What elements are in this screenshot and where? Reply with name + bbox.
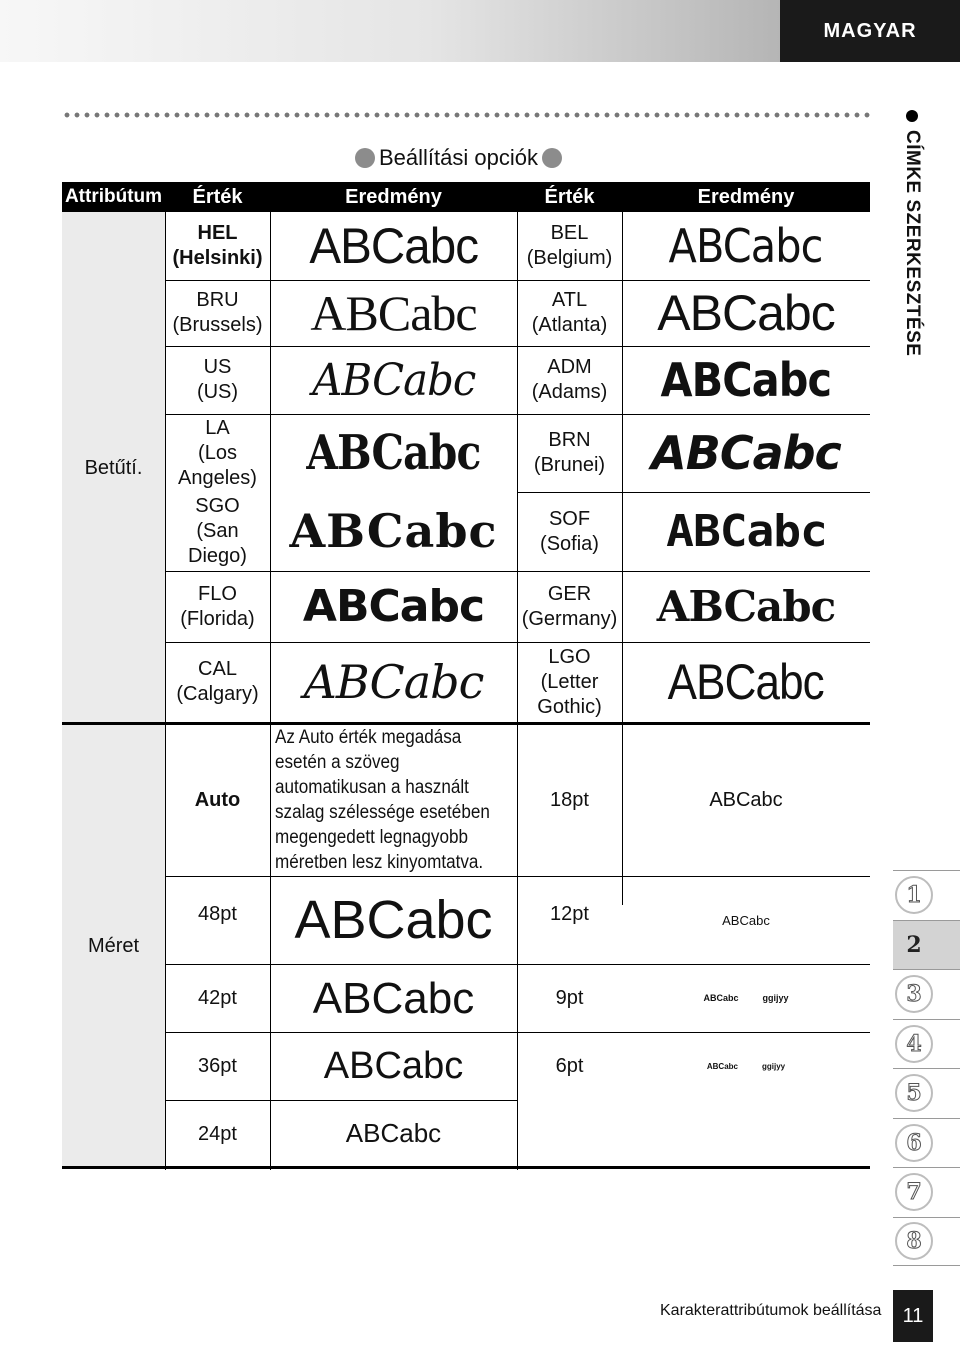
attribute-font-label: Betűtí. [84,456,143,479]
header-result-right: Eredmény [622,182,870,212]
chapter-number: 4 [895,1025,933,1063]
attribute-font [62,212,165,724]
size-value-9pt: 9pt [555,987,584,1009]
bullet-icon [542,148,562,168]
chapter-number: 2 [906,931,922,958]
chapter-number: 8 [895,1222,933,1260]
header-result-left: Eredmény [270,182,517,212]
font-value-adm: ADM (Adams) [531,356,608,403]
font-sample-lgo: ABCabc [667,653,825,710]
size-value-24pt: 24pt [198,1123,237,1145]
chapter-tab-1[interactable] [893,870,960,920]
chapter-number: 5 [895,1074,933,1112]
size-value-18pt: 18pt [550,788,589,811]
font-value-brn: BRN (Brunei) [533,429,606,476]
font-value-bru: BRU (Brussels) [172,289,263,336]
font-sample-sgo: ABCabc [289,504,498,558]
size-sample-9pt: ABCabc ggijyy [703,992,789,1003]
bullet-icon [355,148,375,168]
size-sample-12pt: ABCabc [722,912,770,928]
size-sample-42pt: ABCabc [312,973,475,1023]
font-value-atl: ATL (Atlanta) [531,289,608,336]
auto-note: Az Auto érték megadása esetén a szöveg automatikusan a használt szalag szélessége esetében megengedett legnagyobb méretben lesz kinyomtatva. [275,727,490,873]
header-attribute: Attribútum [62,182,165,212]
chapter-number: 3 [895,975,933,1013]
section-title-text: Beállítási opciók [379,145,538,170]
side-section-label [897,110,927,390]
chapter-tab-7[interactable] [893,1167,960,1217]
chapter-tab-6[interactable] [893,1118,960,1168]
size-sample-48pt: ABCabc [294,889,493,950]
attribute-size-label: Méret [87,934,140,957]
size-value-48pt: 48pt [198,903,237,925]
font-value-sgo: SGO (San Diego) [188,495,247,567]
dotted-divider [62,112,870,118]
font-sample-atl: ABCabc [657,284,835,341]
header-value-right: Érték [517,182,622,212]
chapter-tab-8[interactable] [893,1217,960,1267]
chapter-tab-2[interactable] [893,920,960,970]
size-sample-18pt: ABCabc [709,788,783,811]
font-sample-bru: ABCabc [310,284,477,341]
font-sample-cal: ABCabc [303,654,484,709]
bullet-icon [906,110,918,122]
side-label-text: CÍMKE SZERKESZTÉSE [902,130,923,357]
font-value-sof: SOF (Sofia) [540,507,599,555]
font-sample-us: ABCabc [311,354,476,406]
language-tab: MAGYAR [780,0,960,62]
font-value-cal: CAL (Calgary) [176,658,259,705]
font-sample-adm: ABCabc [660,352,832,407]
footer-text: Karakterattribútumok beállítása [660,1302,882,1319]
font-value-la: LA (Los Angeles) [178,416,257,489]
size-value-6pt: 6pt [555,1055,584,1077]
chapter-tab-4[interactable] [893,1019,960,1069]
chapter-tab-3[interactable] [893,969,960,1019]
settings-table [62,182,870,1170]
font-value-bel: BEL (Belgium) [526,222,613,269]
font-sample-ger: ABCabc [656,582,836,631]
header-value-left: Érték [165,182,270,212]
size-value-12pt: 12pt [550,903,589,925]
page-number: 11 [893,1290,933,1342]
size-sample-36pt: ABCabc [323,1044,464,1087]
font-sample-la: ABCabc [306,424,481,481]
size-value-42pt: 42pt [198,987,237,1009]
size-value-36pt: 36pt [198,1055,237,1077]
font-sample-hel: ABCabc [309,217,478,274]
font-value-us: US (US) [196,356,239,403]
font-value-ger: GER (Germany) [521,582,618,630]
attribute-size [62,724,165,1168]
section-title [355,143,562,173]
font-sample-sof: ABCabc [665,506,827,557]
font-value-hel: HEL (Helsinki) [172,222,263,269]
font-sample-brn: ABCabc [651,425,841,480]
chapter-number: 6 [895,1124,933,1162]
size-value-auto: Auto [194,788,241,811]
chapter-tabs [893,870,960,1266]
chapter-tab-5[interactable] [893,1068,960,1118]
banner-gradient [0,0,780,62]
font-value-lgo: LGO (Letter Gothic) [537,645,602,718]
chapter-number: 1 [895,876,933,914]
font-sample-flo: ABCabc [302,581,485,632]
font-sample-bel: ABCabc [669,218,823,273]
top-banner [0,0,960,62]
size-sample-6pt: ABCabc ggijyy [706,1061,786,1071]
size-sample-24pt: ABCabc [345,1117,442,1148]
chapter-number: 7 [895,1173,933,1211]
font-value-flo: FLO (Florida) [180,582,255,630]
